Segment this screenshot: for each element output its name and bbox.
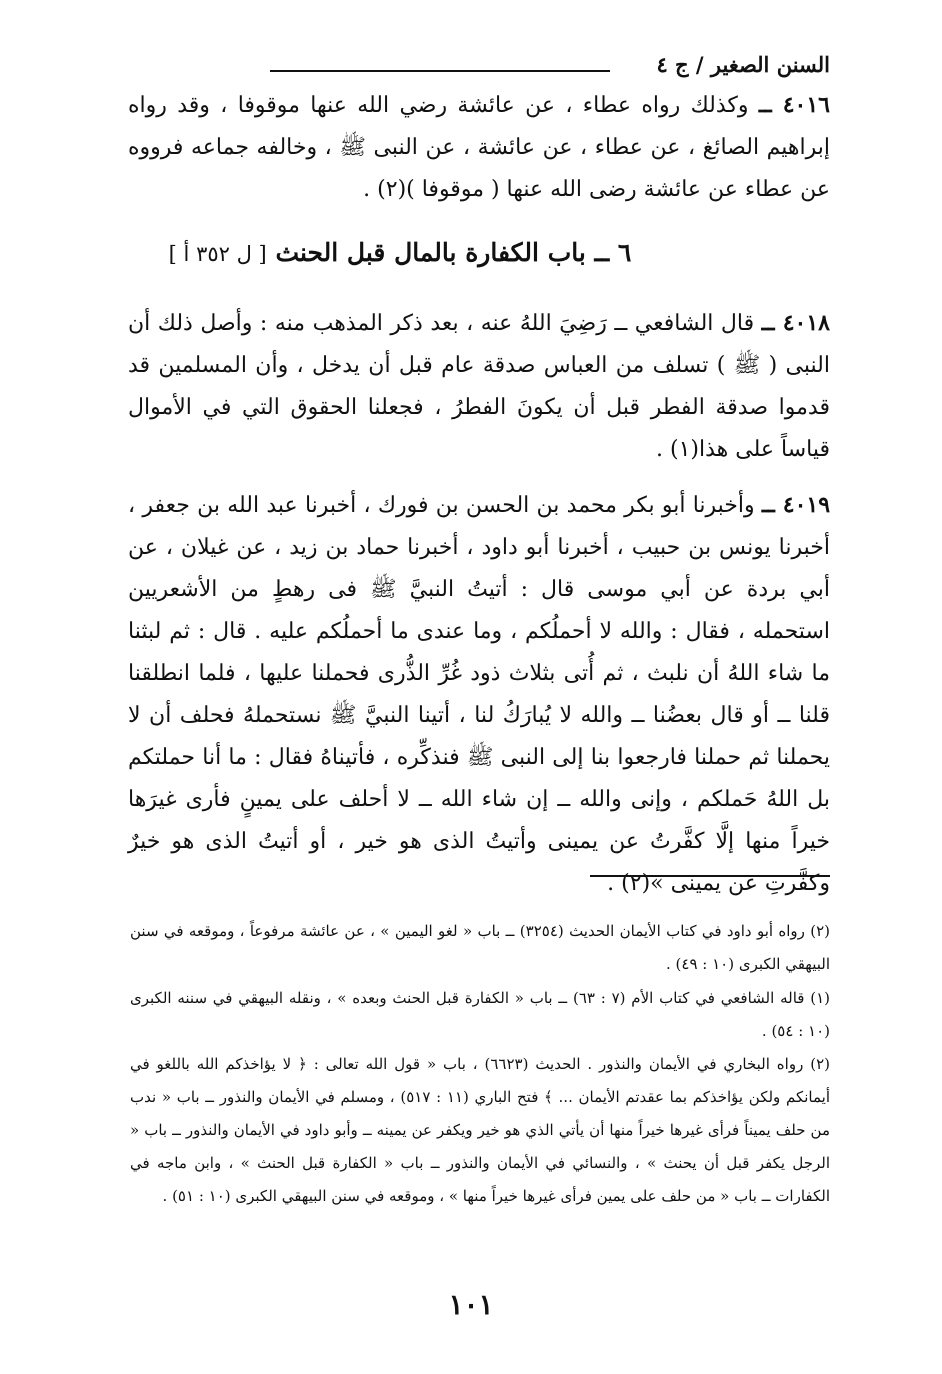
running-header [270, 48, 830, 88]
hadith-text: وأخبرنا أبو بكر محمد بن الحسن بن فورك ، أخبرنا عبد الله بن جعفر ، أخبرنا يونس بن حبيب ، أخبرنا أبو داود ، أخبرنا حماد بن زيد ، عن غيلان ، عن أبي بردة عن أبي موسى قال : أتيتُ النبيَّ ﷺ فى رهطٍ من الأشعريين استحمله ، فقال : والله لا أحملُكم ، وما عندى ما أحملُكم عليه . قال : ثم لبثنا ما شاء اللهُ أن نلبث ، ثم أُتى بثلاث ذود غُرِّ الذُّرى فحملنا عليها ، فلما انطلقنا قلنا ــ أو قال بعضُنا ــ والله لا يُبارَكُ لنا ، أتينا النبيَّ ﷺ نستحملهُ فحلف أن لا يحملنا ثم حملنا فارجعوا بنا إلى النبى ﷺ فنذكِّره ، فأتيناهُ فقال : ما أنا حملتكم بل اللهُ حَملكم ، وإنى والله ــ إن شاء الله ــ لا أحلف على يمينٍ فأرى غيرَها خيراً منها إلَّا كفَّرتُ عن يمينى وأتيتُ الذى هو خير ، أو أتيتُ الذى هو خيرٌ وكفَّرتِ عن يمينى »(٢) . [128, 493, 830, 896]
footnote-separator [590, 875, 830, 877]
footnote-3: (٢) رواه البخاري في الأيمان والنذور . الحديث (٦٦٢٣) ، باب « قول الله تعالى : ﴿ لا يؤاخذكم الله باللغو في أيمانكم ولكن يؤاخذكم بما عقدتم الأيمان ... ﴾ فتح الباري (١١ : ٥١٧) ، ومسلم في الأيمان والنذور ــ باب « ندب من حلف يميناً فرأى غيرها خيراً منها أن يأتي الذي هو خير ويكفر عن يمينه ــ وأبو داود في الأيمان والنذور ــ باب « الرجل يكفر قبل أن يحنث » ، والنسائي في الأيمان والنذور ــ باب « الكفارة قبل الحنث » ، وابن ماجه في الكفارات ــ باب « من حلف على يمين فرأى غيرها خيراً منها » ، وموقعه في سنن البيهقي الكبرى (١٠ : ٥١) . [130, 1055, 831, 1205]
footnote-2: (١) قاله الشافعي في كتاب الأم (٧ : ٦٣) ــ باب « الكفارة قبل الحنث وبعده » ، ونقله البيهقي في سننه الكبرى (١٠ : ٥٤) . [130, 989, 830, 1040]
hadith-number: ٤٠١٦ ــ [758, 92, 830, 118]
hadith-4018 [128, 302, 830, 471]
hadith-4016 [128, 84, 830, 211]
header-rule [270, 70, 610, 72]
hadith-text: وكذلك رواه عطاء ، عن عائشة رضي الله عنها موقوفا ، وقد رواه إبراهيم الصائغ ، عن عطاء ، عن عائشة ، عن النبى ﷺ ، وخالفه جماعه فرووه عن عطاء عن عائشة رضى الله عنها ( موقوفا )(٢) . [128, 93, 830, 202]
hadith-number: ٤٠١٩ ــ [761, 492, 831, 518]
chapter-heading [130, 238, 670, 267]
chapter-title: ٦ ــ باب الكفارة بالمال قبل الحنث [275, 238, 632, 267]
manuscript-reference: [ ل ٣٥٢ أ ] [168, 242, 267, 266]
page-number: ١٠١ [448, 1288, 494, 1321]
hadith-text: قال الشافعي ــ رَضِيَ اللهُ عنه ، بعد ذكر المذهب منه : وأصل ذلك أن النبى ( ﷺ ) تسلف من العباس صدقة عام قبل أن يدخل ، وأن المسلمين قد قدموا صدقة الفطر قبل أن يكونَ الفطرُ ، فجعلنا الحقوق التي في الأموال قياساً على هذا(١) . [128, 311, 830, 462]
hadith-4019 [128, 484, 830, 905]
footnote-1: (٢) رواه أبو داود في كتاب الأيمان الحديث (٣٢٥٤) ــ باب « لغو اليمين » ، عن عائشة مرفوعاً ، وموقعه في سنن البيهقي الكبرى (١٠ : ٤٩) . [130, 922, 831, 973]
running-header-title: السنن الصغير / ج ٤ [656, 52, 830, 77]
hadith-number: ٤٠١٨ ــ [761, 310, 830, 336]
